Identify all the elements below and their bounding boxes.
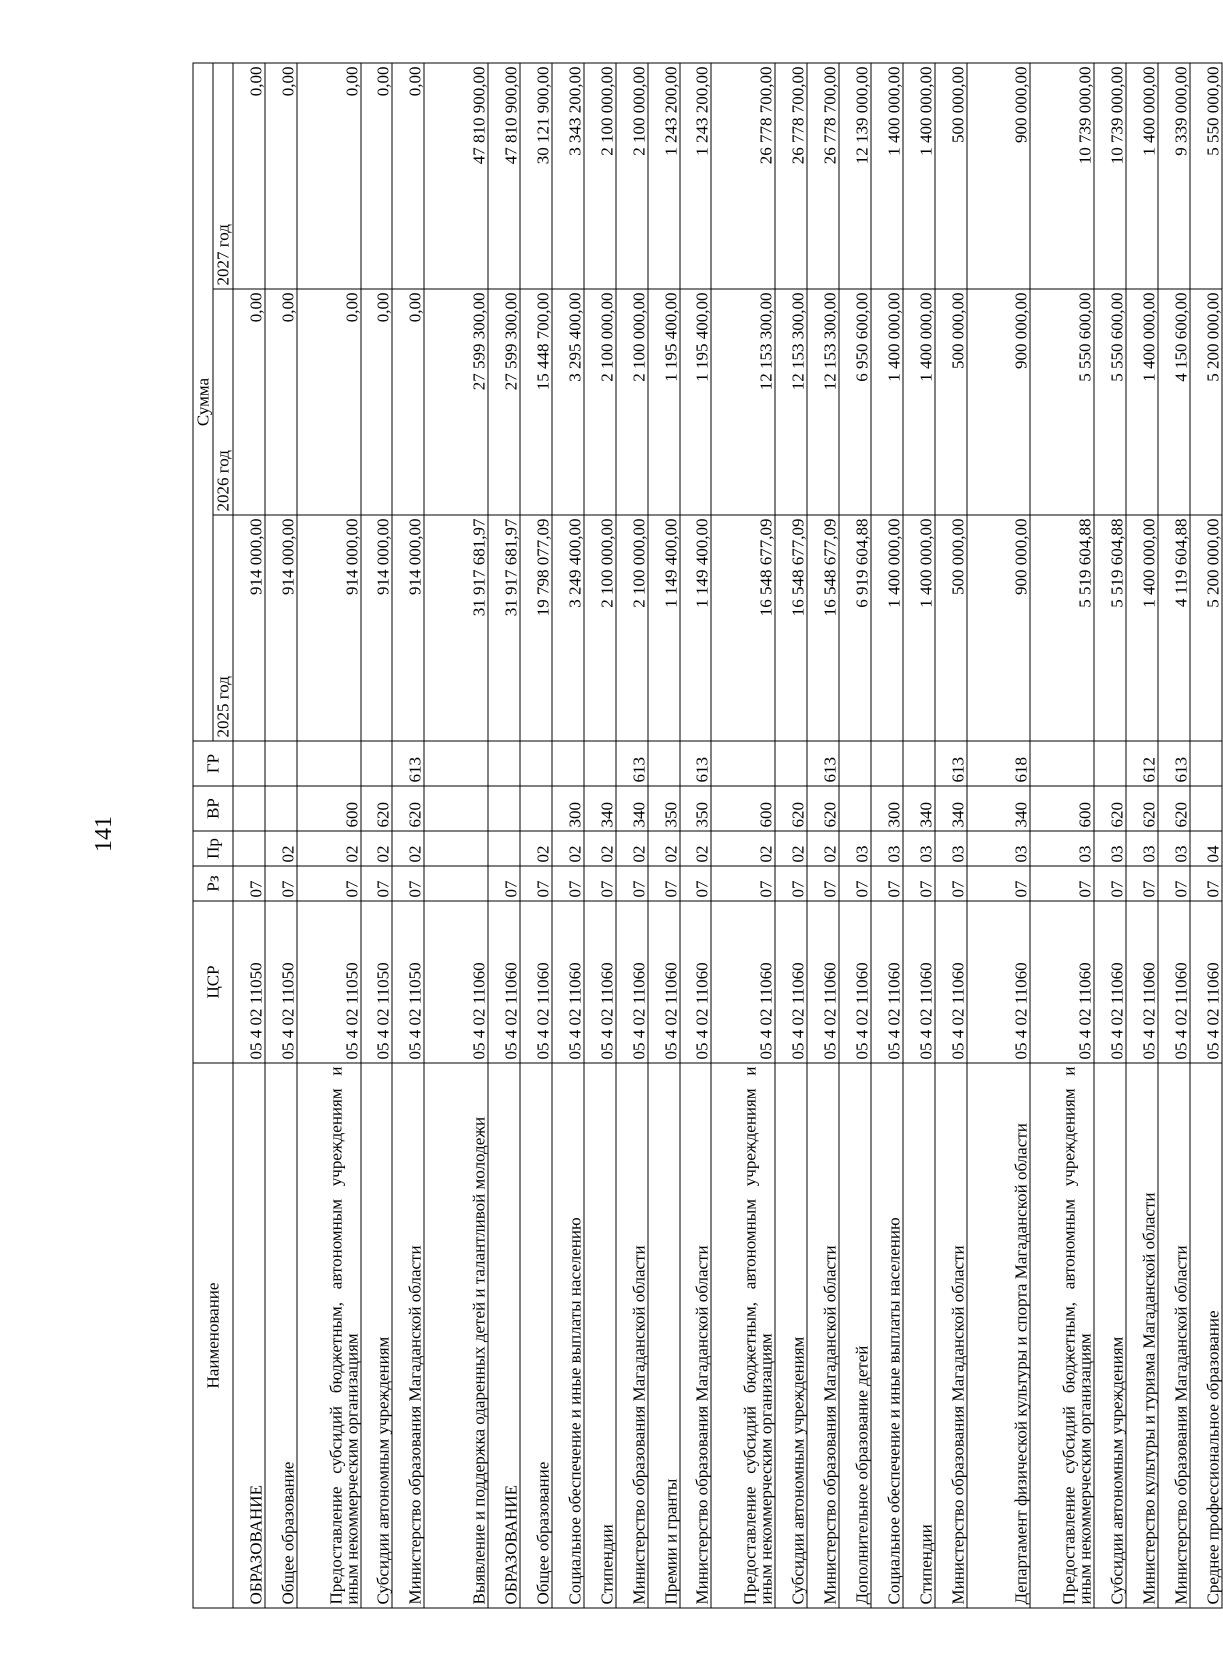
row-name: Социальное обеспечение и иные выплаты населению bbox=[871, 1063, 903, 1608]
row-rz: 07 bbox=[265, 866, 297, 901]
row-gr bbox=[839, 741, 871, 786]
row-sum-2026: 1 195 400,00 bbox=[648, 289, 680, 515]
row-sum-2026: 1 400 000,00 bbox=[871, 289, 903, 515]
row-name: Стипендии bbox=[903, 1063, 935, 1608]
row-sum-2025: 900 000,00 bbox=[967, 515, 1031, 741]
row-gr bbox=[520, 741, 552, 786]
row-name: Предоставление субсидий бюджетным, автономным учреждениям и иным некоммерческим организациям bbox=[711, 1063, 775, 1608]
budget-table bbox=[193, 62, 1223, 1608]
row-sum-2025: 914 000,00 bbox=[361, 515, 393, 741]
table-row bbox=[297, 63, 361, 1608]
row-sum-2025: 2 100 000,00 bbox=[584, 515, 616, 741]
row-sum-2026: 500 000,00 bbox=[935, 289, 967, 515]
row-csr: 05 4 02 11050 bbox=[265, 901, 297, 1063]
row-vr: 620 bbox=[392, 786, 424, 831]
row-vr bbox=[233, 786, 265, 831]
row-csr: 05 4 02 11050 bbox=[361, 901, 393, 1063]
row-csr: 05 4 02 11060 bbox=[616, 901, 648, 1063]
row-csr: 05 4 02 11060 bbox=[839, 901, 871, 1063]
row-sum-2025: 6 919 604,88 bbox=[839, 515, 871, 741]
row-gr bbox=[233, 741, 265, 786]
header-rz: Рз bbox=[193, 866, 233, 901]
row-csr: 05 4 02 11060 bbox=[1030, 901, 1094, 1063]
row-gr: 613 bbox=[616, 741, 648, 786]
row-csr: 05 4 02 11060 bbox=[648, 901, 680, 1063]
row-vr: 600 bbox=[297, 786, 361, 831]
table-row bbox=[392, 63, 424, 1608]
row-gr bbox=[648, 741, 680, 786]
row-sum-2026: 4 150 600,00 bbox=[1158, 289, 1190, 515]
row-sum-2026: 900 000,00 bbox=[967, 289, 1031, 515]
table-row bbox=[552, 63, 584, 1608]
row-rz: 07 bbox=[488, 866, 520, 901]
row-sum-2025: 914 000,00 bbox=[297, 515, 361, 741]
row-rz bbox=[424, 866, 488, 901]
row-sum-2025: 5 519 604,88 bbox=[1094, 515, 1126, 741]
row-sum-2026: 27 599 300,00 bbox=[424, 289, 488, 515]
row-sum-2026: 1 195 400,00 bbox=[680, 289, 712, 515]
budget-table-frame bbox=[193, 64, 1223, 1609]
row-rz: 07 bbox=[233, 866, 265, 901]
row-vr: 340 bbox=[903, 786, 935, 831]
header-sum: Сумма bbox=[193, 63, 213, 741]
table-row bbox=[648, 63, 680, 1608]
row-name: Субсидии автономным учреждениям bbox=[775, 1063, 807, 1608]
row-vr bbox=[424, 786, 488, 831]
page-number: 141 bbox=[91, 816, 117, 852]
row-csr: 05 4 02 11050 bbox=[392, 901, 424, 1063]
row-pr: 03 bbox=[1126, 831, 1158, 866]
row-name: Предоставление субсидий бюджетным, автономным учреждениям и иным некоммерческим организациям bbox=[297, 1063, 361, 1608]
row-pr bbox=[488, 831, 520, 866]
row-vr: 620 bbox=[1126, 786, 1158, 831]
row-name: Предоставление субсидий бюджетным, автономным учреждениям и иным некоммерческим организациям bbox=[1030, 1063, 1094, 1608]
row-vr: 340 bbox=[616, 786, 648, 831]
header-gr: ГР bbox=[193, 741, 233, 786]
table-row bbox=[424, 63, 488, 1608]
row-sum-2025: 914 000,00 bbox=[265, 515, 297, 741]
row-gr bbox=[1190, 741, 1222, 786]
row-name: Департамент физической культуры и спорта Магаданской области bbox=[967, 1063, 1031, 1608]
row-csr: 05 4 02 11050 bbox=[233, 901, 265, 1063]
row-csr: 05 4 02 11060 bbox=[584, 901, 616, 1063]
row-pr: 02 bbox=[680, 831, 712, 866]
row-csr: 05 4 02 11060 bbox=[552, 901, 584, 1063]
row-sum-2026: 12 153 300,00 bbox=[775, 289, 807, 515]
row-name: Выявление и поддержка одаренных детей и талантливой молодежи bbox=[424, 1063, 488, 1608]
row-pr bbox=[424, 831, 488, 866]
table-row bbox=[233, 63, 265, 1608]
table-row bbox=[935, 63, 967, 1608]
row-gr: 613 bbox=[935, 741, 967, 786]
table-row bbox=[1158, 63, 1190, 1608]
row-rz: 07 bbox=[361, 866, 393, 901]
row-sum-2026: 2 100 000,00 bbox=[584, 289, 616, 515]
row-rz: 07 bbox=[1126, 866, 1158, 901]
row-gr bbox=[297, 741, 361, 786]
row-rz: 07 bbox=[648, 866, 680, 901]
row-pr: 04 bbox=[1190, 831, 1222, 866]
row-sum-2027: 1 400 000,00 bbox=[1126, 63, 1158, 289]
row-pr: 02 bbox=[775, 831, 807, 866]
row-gr bbox=[361, 741, 393, 786]
row-sum-2025: 1 149 400,00 bbox=[680, 515, 712, 741]
row-sum-2026: 5 550 600,00 bbox=[1094, 289, 1126, 515]
row-sum-2027: 2 100 000,00 bbox=[584, 63, 616, 289]
row-rz: 07 bbox=[807, 866, 839, 901]
row-sum-2025: 31 917 681,97 bbox=[424, 515, 488, 741]
row-pr: 02 bbox=[552, 831, 584, 866]
row-pr: 02 bbox=[520, 831, 552, 866]
row-sum-2027: 10 739 000,00 bbox=[1030, 63, 1094, 289]
table-row bbox=[616, 63, 648, 1608]
row-rz: 07 bbox=[1094, 866, 1126, 901]
row-rz: 07 bbox=[297, 866, 361, 901]
row-sum-2025: 914 000,00 bbox=[392, 515, 424, 741]
row-pr: 02 bbox=[711, 831, 775, 866]
row-name: Министерство образования Магаданской области bbox=[616, 1063, 648, 1608]
row-name: Премии и гранты bbox=[648, 1063, 680, 1608]
row-csr: 05 4 02 11060 bbox=[903, 901, 935, 1063]
row-sum-2026: 0,00 bbox=[265, 289, 297, 515]
row-sum-2026: 5 200 000,00 bbox=[1190, 289, 1222, 515]
row-gr: 613 bbox=[392, 741, 424, 786]
table-row bbox=[775, 63, 807, 1608]
row-csr: 05 4 02 11060 bbox=[424, 901, 488, 1063]
row-gr bbox=[1094, 741, 1126, 786]
row-csr: 05 4 02 11060 bbox=[807, 901, 839, 1063]
row-csr: 05 4 02 11060 bbox=[711, 901, 775, 1063]
row-pr: 02 bbox=[616, 831, 648, 866]
row-sum-2027: 12 139 000,00 bbox=[839, 63, 871, 289]
row-sum-2025: 1 400 000,00 bbox=[903, 515, 935, 741]
header-vr: ВР bbox=[193, 786, 233, 831]
row-pr: 02 bbox=[265, 831, 297, 866]
row-csr: 05 4 02 11060 bbox=[680, 901, 712, 1063]
row-sum-2027: 1 400 000,00 bbox=[871, 63, 903, 289]
row-vr: 300 bbox=[552, 786, 584, 831]
row-sum-2026: 5 550 600,00 bbox=[1030, 289, 1094, 515]
table-row bbox=[488, 63, 520, 1608]
row-sum-2027: 1 400 000,00 bbox=[903, 63, 935, 289]
row-csr: 05 4 02 11060 bbox=[967, 901, 1031, 1063]
row-sum-2025: 1 400 000,00 bbox=[1126, 515, 1158, 741]
row-gr: 613 bbox=[807, 741, 839, 786]
row-gr: 612 bbox=[1126, 741, 1158, 786]
table-row bbox=[520, 63, 552, 1608]
row-name: Министерство образования Магаданской области bbox=[1158, 1063, 1190, 1608]
row-gr bbox=[265, 741, 297, 786]
row-csr: 05 4 02 11050 bbox=[297, 901, 361, 1063]
row-sum-2027: 0,00 bbox=[265, 63, 297, 289]
table-row bbox=[361, 63, 393, 1608]
row-vr bbox=[488, 786, 520, 831]
table-row bbox=[967, 63, 1031, 1608]
row-sum-2026: 0,00 bbox=[233, 289, 265, 515]
row-sum-2025: 1 149 400,00 bbox=[648, 515, 680, 741]
row-csr: 05 4 02 11060 bbox=[1158, 901, 1190, 1063]
row-sum-2027: 0,00 bbox=[297, 63, 361, 289]
row-sum-2027: 5 550 000,00 bbox=[1190, 63, 1222, 289]
table-row bbox=[1030, 63, 1094, 1608]
row-gr bbox=[903, 741, 935, 786]
row-csr: 05 4 02 11060 bbox=[488, 901, 520, 1063]
table-row bbox=[584, 63, 616, 1608]
row-sum-2026: 15 448 700,00 bbox=[520, 289, 552, 515]
row-name: Министерство образования Магаданской области bbox=[807, 1063, 839, 1608]
row-sum-2025: 2 100 000,00 bbox=[616, 515, 648, 741]
row-name: Социальное обеспечение и иные выплаты населению bbox=[552, 1063, 584, 1608]
row-sum-2025: 5 519 604,88 bbox=[1030, 515, 1094, 741]
header-csr: ЦСР bbox=[193, 901, 233, 1063]
row-pr: 03 bbox=[1158, 831, 1190, 866]
row-rz: 07 bbox=[392, 866, 424, 901]
row-pr: 03 bbox=[839, 831, 871, 866]
row-pr: 03 bbox=[871, 831, 903, 866]
row-pr: 03 bbox=[967, 831, 1031, 866]
row-rz: 07 bbox=[903, 866, 935, 901]
row-sum-2026: 1 400 000,00 bbox=[1126, 289, 1158, 515]
row-vr: 350 bbox=[648, 786, 680, 831]
row-rz: 07 bbox=[552, 866, 584, 901]
row-sum-2025: 16 548 677,09 bbox=[775, 515, 807, 741]
table-row bbox=[839, 63, 871, 1608]
row-sum-2027: 0,00 bbox=[233, 63, 265, 289]
row-vr bbox=[520, 786, 552, 831]
row-vr: 620 bbox=[807, 786, 839, 831]
row-gr bbox=[871, 741, 903, 786]
header-pr: Пр bbox=[193, 831, 233, 866]
row-rz: 07 bbox=[967, 866, 1031, 901]
row-pr: 02 bbox=[392, 831, 424, 866]
row-name: ОБРАЗОВАНИЕ bbox=[488, 1063, 520, 1608]
row-gr bbox=[488, 741, 520, 786]
row-sum-2027: 0,00 bbox=[392, 63, 424, 289]
row-sum-2027: 500 000,00 bbox=[935, 63, 967, 289]
row-sum-2027: 900 000,00 bbox=[967, 63, 1031, 289]
row-csr: 05 4 02 11060 bbox=[1126, 901, 1158, 1063]
row-sum-2025: 5 200 000,00 bbox=[1190, 515, 1222, 741]
row-vr: 620 bbox=[775, 786, 807, 831]
row-csr: 05 4 02 11060 bbox=[1094, 901, 1126, 1063]
row-name: ОБРАЗОВАНИЕ bbox=[233, 1063, 265, 1608]
row-csr: 05 4 02 11060 bbox=[520, 901, 552, 1063]
row-sum-2026: 0,00 bbox=[392, 289, 424, 515]
table-row bbox=[903, 63, 935, 1608]
row-name: Среднее профессиональное образование bbox=[1190, 1063, 1222, 1608]
row-rz: 07 bbox=[775, 866, 807, 901]
row-sum-2026: 12 153 300,00 bbox=[711, 289, 775, 515]
row-vr: 600 bbox=[1030, 786, 1094, 831]
row-vr: 340 bbox=[935, 786, 967, 831]
row-name: Субсидии автономным учреждениям bbox=[1094, 1063, 1126, 1608]
row-sum-2025: 19 798 077,09 bbox=[520, 515, 552, 741]
table-row bbox=[807, 63, 839, 1608]
row-sum-2027: 30 121 900,00 bbox=[520, 63, 552, 289]
row-sum-2027: 1 243 200,00 bbox=[648, 63, 680, 289]
header-2026: 2026 год bbox=[213, 289, 233, 515]
row-gr bbox=[584, 741, 616, 786]
header-2027: 2027 год bbox=[213, 63, 233, 289]
row-pr: 02 bbox=[807, 831, 839, 866]
row-gr bbox=[711, 741, 775, 786]
row-name: Общее образование bbox=[265, 1063, 297, 1608]
row-pr: 03 bbox=[1030, 831, 1094, 866]
row-sum-2026: 0,00 bbox=[297, 289, 361, 515]
row-pr: 02 bbox=[361, 831, 393, 866]
row-pr: 02 bbox=[648, 831, 680, 866]
row-rz: 07 bbox=[935, 866, 967, 901]
row-pr: 03 bbox=[935, 831, 967, 866]
table-row bbox=[711, 63, 775, 1608]
row-sum-2026: 1 400 000,00 bbox=[903, 289, 935, 515]
row-sum-2025: 914 000,00 bbox=[233, 515, 265, 741]
row-sum-2025: 31 917 681,97 bbox=[488, 515, 520, 741]
table-body bbox=[233, 63, 1222, 1608]
row-rz: 07 bbox=[1190, 866, 1222, 901]
table-row bbox=[265, 63, 297, 1608]
row-sum-2027: 1 243 200,00 bbox=[680, 63, 712, 289]
row-sum-2026: 12 153 300,00 bbox=[807, 289, 839, 515]
row-csr: 05 4 02 11060 bbox=[1190, 901, 1222, 1063]
row-vr: 350 bbox=[680, 786, 712, 831]
row-rz: 07 bbox=[1158, 866, 1190, 901]
table-row bbox=[871, 63, 903, 1608]
row-name: Министерство культуры и туризма Магаданской области bbox=[1126, 1063, 1158, 1608]
row-vr bbox=[265, 786, 297, 831]
row-sum-2026: 2 100 000,00 bbox=[616, 289, 648, 515]
row-vr: 620 bbox=[1158, 786, 1190, 831]
header-2025: 2025 год bbox=[213, 515, 233, 741]
row-name: Общее образование bbox=[520, 1063, 552, 1608]
row-gr bbox=[424, 741, 488, 786]
row-pr: 03 bbox=[1094, 831, 1126, 866]
row-sum-2025: 16 548 677,09 bbox=[807, 515, 839, 741]
row-rz: 07 bbox=[871, 866, 903, 901]
row-name: Министерство образования Магаданской области bbox=[935, 1063, 967, 1608]
row-name: Субсидии автономным учреждениям bbox=[361, 1063, 393, 1608]
row-csr: 05 4 02 11060 bbox=[775, 901, 807, 1063]
row-vr: 620 bbox=[361, 786, 393, 831]
row-vr: 340 bbox=[967, 786, 1031, 831]
row-sum-2027: 9 339 000,00 bbox=[1158, 63, 1190, 289]
header-name: Наименование bbox=[193, 1063, 233, 1608]
row-gr: 613 bbox=[1158, 741, 1190, 786]
row-gr bbox=[775, 741, 807, 786]
row-pr: 03 bbox=[903, 831, 935, 866]
row-sum-2026: 27 599 300,00 bbox=[488, 289, 520, 515]
row-sum-2027: 2 100 000,00 bbox=[616, 63, 648, 289]
row-vr bbox=[839, 786, 871, 831]
row-rz: 07 bbox=[616, 866, 648, 901]
row-rz: 07 bbox=[711, 866, 775, 901]
row-sum-2027: 26 778 700,00 bbox=[775, 63, 807, 289]
row-sum-2027: 26 778 700,00 bbox=[711, 63, 775, 289]
row-sum-2027: 10 739 000,00 bbox=[1094, 63, 1126, 289]
row-sum-2026: 3 295 400,00 bbox=[552, 289, 584, 515]
row-sum-2027: 47 810 900,00 bbox=[424, 63, 488, 289]
row-vr: 620 bbox=[1094, 786, 1126, 831]
row-gr bbox=[552, 741, 584, 786]
row-vr: 340 bbox=[584, 786, 616, 831]
row-sum-2027: 26 778 700,00 bbox=[807, 63, 839, 289]
row-name: Министерство образования Магаданской области bbox=[392, 1063, 424, 1608]
row-gr: 613 bbox=[680, 741, 712, 786]
row-sum-2026: 6 950 600,00 bbox=[839, 289, 871, 515]
table-row bbox=[1126, 63, 1158, 1608]
row-name: Стипендии bbox=[584, 1063, 616, 1608]
row-sum-2025: 16 548 677,09 bbox=[711, 515, 775, 741]
table-row bbox=[1190, 63, 1222, 1608]
row-pr: 02 bbox=[297, 831, 361, 866]
row-name: Министерство образования Магаданской области bbox=[680, 1063, 712, 1608]
row-rz: 07 bbox=[584, 866, 616, 901]
row-pr: 02 bbox=[584, 831, 616, 866]
row-sum-2027: 47 810 900,00 bbox=[488, 63, 520, 289]
row-sum-2025: 500 000,00 bbox=[935, 515, 967, 741]
row-pr bbox=[233, 831, 265, 866]
row-vr: 300 bbox=[871, 786, 903, 831]
row-rz: 07 bbox=[680, 866, 712, 901]
row-sum-2025: 1 400 000,00 bbox=[871, 515, 903, 741]
row-sum-2025: 3 249 400,00 bbox=[552, 515, 584, 741]
row-vr bbox=[1190, 786, 1222, 831]
row-sum-2027: 0,00 bbox=[361, 63, 393, 289]
row-rz: 07 bbox=[520, 866, 552, 901]
row-gr bbox=[1030, 741, 1094, 786]
row-sum-2025: 4 119 604,88 bbox=[1158, 515, 1190, 741]
row-name: Дополнительное образование детей bbox=[839, 1063, 871, 1608]
row-csr: 05 4 02 11060 bbox=[871, 901, 903, 1063]
row-gr: 618 bbox=[967, 741, 1031, 786]
row-rz: 07 bbox=[839, 866, 871, 901]
row-csr: 05 4 02 11060 bbox=[935, 901, 967, 1063]
table-row bbox=[680, 63, 712, 1608]
row-sum-2026: 0,00 bbox=[361, 289, 393, 515]
table-row bbox=[1094, 63, 1126, 1608]
row-vr: 600 bbox=[711, 786, 775, 831]
row-rz: 07 bbox=[1030, 866, 1094, 901]
row-sum-2027: 3 343 200,00 bbox=[552, 63, 584, 289]
